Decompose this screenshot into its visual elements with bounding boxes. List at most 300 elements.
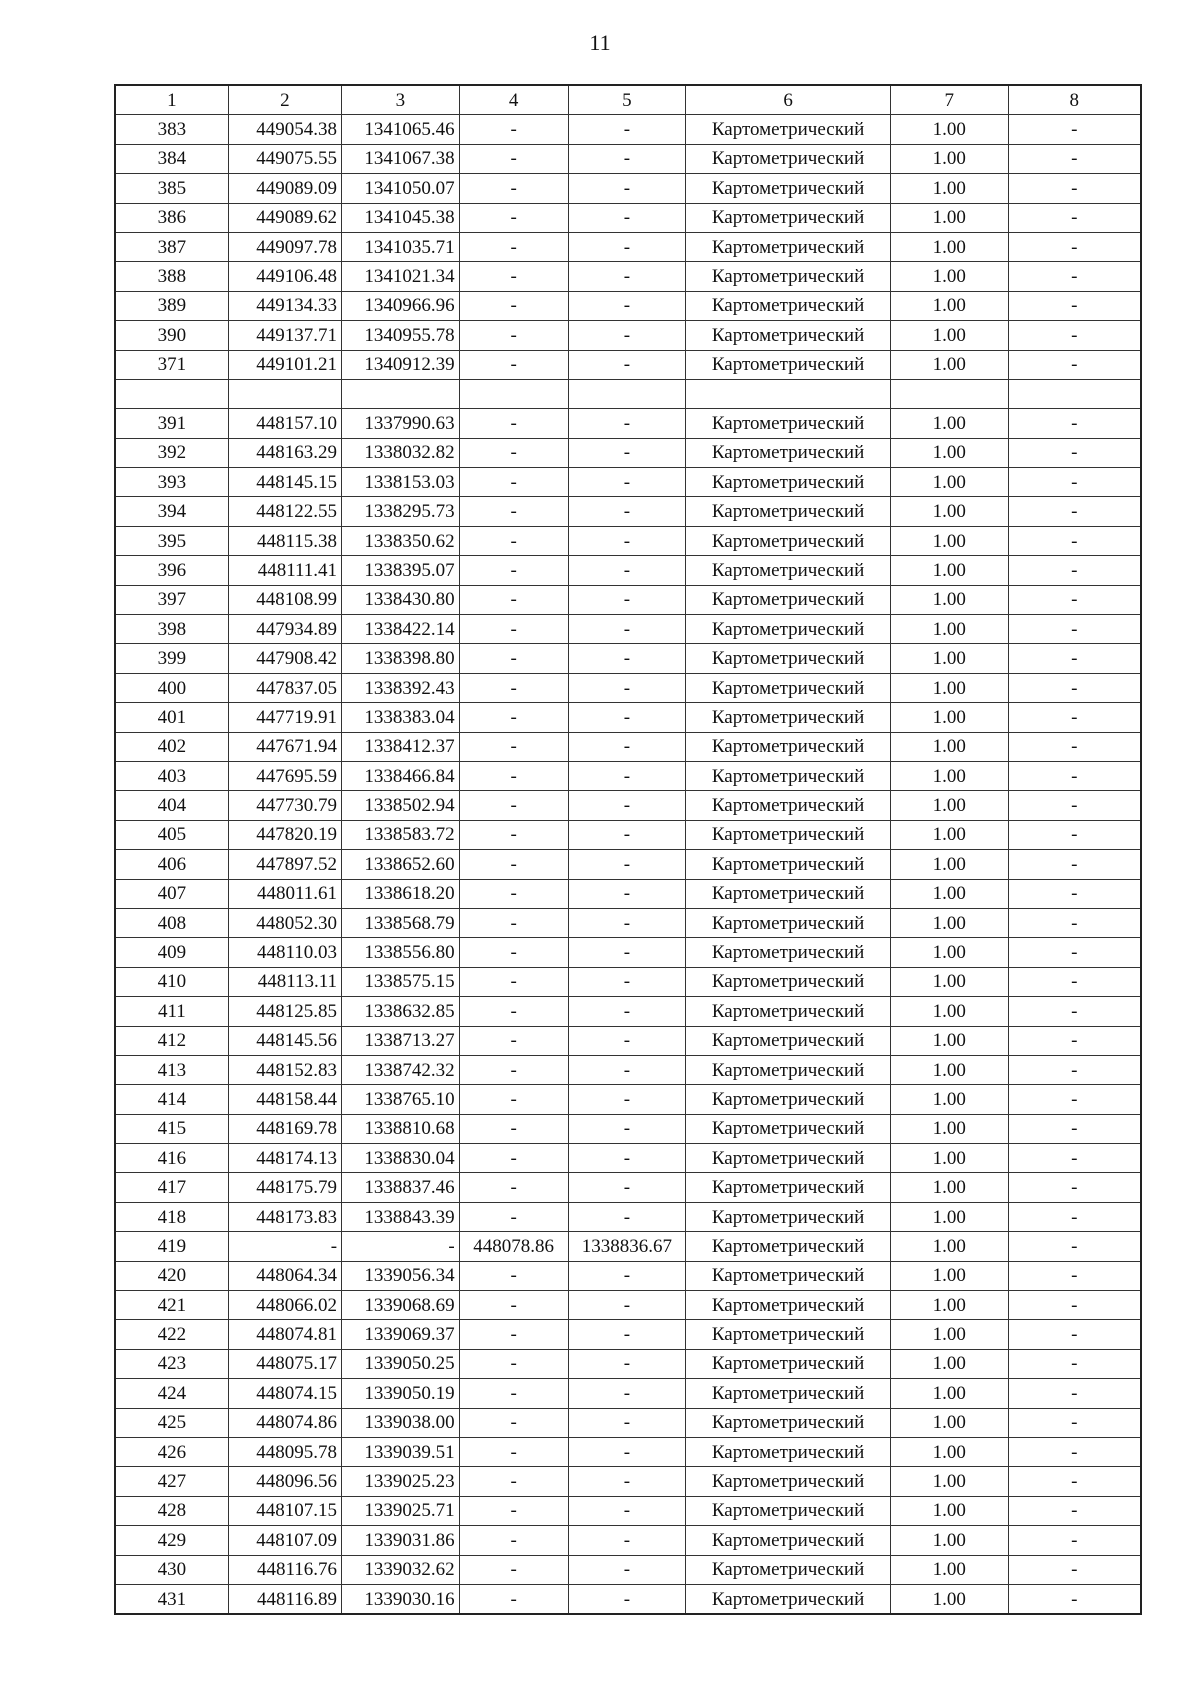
y-coord-alt-cell: -: [568, 350, 686, 379]
y-coord-cell: 1339069.37: [342, 1320, 460, 1349]
point-number-cell: 414: [115, 1085, 228, 1114]
description-cell: -: [1008, 644, 1141, 673]
x-coord-cell: 449097.78: [228, 232, 341, 261]
table-row: [115, 144, 1141, 173]
table-row: [115, 438, 1141, 467]
x-coord-alt-cell: -: [459, 615, 568, 644]
y-coord-cell: 1341065.46: [342, 115, 460, 144]
x-coord-alt-cell: -: [459, 1555, 568, 1584]
coordinates-table: [114, 84, 1142, 1615]
point-number-cell: 407: [115, 879, 228, 908]
x-coord-cell: 448066.02: [228, 1291, 341, 1320]
table-row: [115, 115, 1141, 144]
description-cell: -: [1008, 174, 1141, 203]
x-coord-cell: 448175.79: [228, 1173, 341, 1202]
column-header: 5: [568, 85, 686, 115]
y-coord-cell: 1339050.25: [342, 1349, 460, 1378]
accuracy-cell: 1.00: [890, 497, 1008, 526]
y-coord-cell: 1341035.71: [342, 232, 460, 261]
x-coord-alt-cell: -: [459, 497, 568, 526]
accuracy-cell: 1.00: [890, 438, 1008, 467]
description-cell: -: [1008, 1026, 1141, 1055]
y-coord-alt-cell: -: [568, 1202, 686, 1231]
x-coord-cell: 448075.17: [228, 1349, 341, 1378]
description-cell: -: [1008, 556, 1141, 585]
table-row: [115, 526, 1141, 555]
method-cell: Картометрический: [686, 1202, 891, 1231]
x-coord-alt-cell: -: [459, 997, 568, 1026]
point-number-cell: 411: [115, 997, 228, 1026]
table-row: [115, 585, 1141, 614]
method-cell: Картометрический: [686, 1320, 891, 1349]
page-number: 11: [589, 30, 611, 55]
description-cell: -: [1008, 203, 1141, 232]
method-cell: Картометрический: [686, 1114, 891, 1143]
description-cell: -: [1008, 1055, 1141, 1084]
table-row: [115, 1026, 1141, 1055]
x-coord-alt-cell: -: [459, 703, 568, 732]
x-coord-alt-cell: -: [459, 1085, 568, 1114]
y-coord-cell: 1338618.20: [342, 879, 460, 908]
method-cell: Картометрический: [686, 1261, 891, 1290]
description-cell: -: [1008, 967, 1141, 996]
point-number-cell: 421: [115, 1291, 228, 1320]
x-coord-cell: 447908.42: [228, 644, 341, 673]
point-number-cell: 429: [115, 1526, 228, 1555]
description-cell: -: [1008, 820, 1141, 849]
y-coord-cell: 1338430.80: [342, 585, 460, 614]
x-coord-cell: 448064.34: [228, 1261, 341, 1290]
description-cell: -: [1008, 997, 1141, 1026]
accuracy-cell: 1.00: [890, 1320, 1008, 1349]
method-cell: Картометрический: [686, 468, 891, 497]
table-row: [115, 350, 1141, 379]
accuracy-cell: 1.00: [890, 1202, 1008, 1231]
y-coord-alt-cell: -: [568, 291, 686, 320]
point-number-cell: 422: [115, 1320, 228, 1349]
method-cell: Картометрический: [686, 526, 891, 555]
x-coord-alt-cell: -: [459, 1144, 568, 1173]
x-coord-cell: 448173.83: [228, 1202, 341, 1231]
x-coord-cell: 448111.41: [228, 556, 341, 585]
table-row: [115, 761, 1141, 790]
description-cell: -: [1008, 761, 1141, 790]
accuracy-cell: 1.00: [890, 997, 1008, 1026]
x-coord-alt-cell: -: [459, 1379, 568, 1408]
accuracy-cell: 1.00: [890, 174, 1008, 203]
y-coord-alt-cell: -: [568, 1437, 686, 1466]
accuracy-cell: 1.00: [890, 350, 1008, 379]
column-header: 6: [686, 85, 891, 115]
y-coord-alt-cell: -: [568, 144, 686, 173]
point-number-cell: 389: [115, 291, 228, 320]
table-row: [115, 1584, 1141, 1614]
y-coord-cell: 1338830.04: [342, 1144, 460, 1173]
y-coord-cell: 1338422.14: [342, 615, 460, 644]
point-number-cell: 427: [115, 1467, 228, 1496]
x-coord-alt-cell: -: [459, 1291, 568, 1320]
y-coord-cell: 1338742.32: [342, 1055, 460, 1084]
accuracy-cell: 1.00: [890, 262, 1008, 291]
x-coord-cell: 448158.44: [228, 1085, 341, 1114]
x-coord-alt-cell: -: [459, 791, 568, 820]
accuracy-cell: 1.00: [890, 1467, 1008, 1496]
y-coord-alt-cell: -: [568, 673, 686, 702]
x-coord-alt-cell: -: [459, 1261, 568, 1290]
y-coord-alt-cell: -: [568, 1320, 686, 1349]
x-coord-alt-cell: -: [459, 203, 568, 232]
x-coord-alt-cell: -: [459, 350, 568, 379]
y-coord-alt-cell: -: [568, 938, 686, 967]
accuracy-cell: 1.00: [890, 1232, 1008, 1261]
table-row: [115, 1144, 1141, 1173]
y-coord-cell: 1338713.27: [342, 1026, 460, 1055]
method-cell: Картометрический: [686, 997, 891, 1026]
y-coord-alt-cell: -: [568, 1114, 686, 1143]
description-cell: -: [1008, 673, 1141, 702]
y-coord-alt-cell: -: [568, 1291, 686, 1320]
y-coord-cell: 1338652.60: [342, 850, 460, 879]
y-coord-alt-cell: -: [568, 321, 686, 350]
x-coord-alt-cell: -: [459, 850, 568, 879]
y-coord-cell: 1338556.80: [342, 938, 460, 967]
table-row: [115, 409, 1141, 438]
x-coord-cell: 448116.89: [228, 1584, 341, 1614]
table-row: [115, 1055, 1141, 1084]
method-cell: Картометрический: [686, 644, 891, 673]
description-cell: -: [1008, 1085, 1141, 1114]
x-coord-alt-cell: -: [459, 673, 568, 702]
y-coord-cell: 1338398.80: [342, 644, 460, 673]
method-cell: Картометрический: [686, 615, 891, 644]
x-coord-cell: 449089.62: [228, 203, 341, 232]
method-cell: Картометрический: [686, 761, 891, 790]
y-coord-cell: 1338583.72: [342, 820, 460, 849]
description-cell: -: [1008, 1291, 1141, 1320]
method-cell: Картометрический: [686, 144, 891, 173]
point-number-cell: 412: [115, 1026, 228, 1055]
x-coord-cell: 448107.15: [228, 1496, 341, 1525]
point-number-cell: 401: [115, 703, 228, 732]
x-coord-cell: 449137.71: [228, 321, 341, 350]
x-coord-alt-cell: -: [459, 115, 568, 144]
point-number-cell: 400: [115, 673, 228, 702]
table-row: [115, 820, 1141, 849]
y-coord-cell: 1338153.03: [342, 468, 460, 497]
y-coord-alt-cell: -: [568, 115, 686, 144]
accuracy-cell: 1.00: [890, 1055, 1008, 1084]
method-cell: Картометрический: [686, 1026, 891, 1055]
y-coord-cell: 1338837.46: [342, 1173, 460, 1202]
accuracy-cell: 1.00: [890, 115, 1008, 144]
table-row: [115, 232, 1141, 261]
table-row: [115, 1173, 1141, 1202]
method-cell: Картометрический: [686, 1349, 891, 1378]
y-coord-alt-cell: 1338836.67: [568, 1232, 686, 1261]
x-coord-alt-cell: -: [459, 1408, 568, 1437]
x-coord-alt-cell: -: [459, 1320, 568, 1349]
y-coord-alt-cell: -: [568, 761, 686, 790]
point-number-cell: 405: [115, 820, 228, 849]
accuracy-cell: 1.00: [890, 1085, 1008, 1114]
y-coord-alt-cell: -: [568, 526, 686, 555]
y-coord-alt-cell: -: [568, 820, 686, 849]
point-number-cell: 392: [115, 438, 228, 467]
x-coord-cell: 448113.11: [228, 967, 341, 996]
accuracy-cell: 1.00: [890, 1379, 1008, 1408]
y-coord-cell: 1339039.51: [342, 1437, 460, 1466]
x-coord-cell: 448145.15: [228, 468, 341, 497]
point-number-cell: 402: [115, 732, 228, 761]
description-cell: -: [1008, 938, 1141, 967]
description-cell: -: [1008, 732, 1141, 761]
method-cell: Картометрический: [686, 820, 891, 849]
y-coord-cell: 1341050.07: [342, 174, 460, 203]
x-coord-alt-cell: -: [459, 1026, 568, 1055]
y-coord-alt-cell: -: [568, 262, 686, 291]
description-cell: -: [1008, 1173, 1141, 1202]
table-row: [115, 791, 1141, 820]
point-number-cell: 423: [115, 1349, 228, 1378]
y-coord-alt-cell: -: [568, 967, 686, 996]
y-coord-cell: 1338032.82: [342, 438, 460, 467]
y-coord-alt-cell: -: [568, 1526, 686, 1555]
description-cell: -: [1008, 585, 1141, 614]
point-number-cell: 395: [115, 526, 228, 555]
description-cell: -: [1008, 1320, 1141, 1349]
y-coord-cell: 1338568.79: [342, 908, 460, 937]
y-coord-cell: 1341045.38: [342, 203, 460, 232]
x-coord-cell: 448052.30: [228, 908, 341, 937]
accuracy-cell: 1.00: [890, 761, 1008, 790]
y-coord-alt-cell: -: [568, 556, 686, 585]
column-header: 7: [890, 85, 1008, 115]
accuracy-cell: 1.00: [890, 1408, 1008, 1437]
y-coord-alt-cell: -: [568, 644, 686, 673]
accuracy-cell: 1.00: [890, 703, 1008, 732]
description-cell: -: [1008, 232, 1141, 261]
table-row: [115, 908, 1141, 937]
y-coord-cell: 1339038.00: [342, 1408, 460, 1437]
accuracy-cell: 1.00: [890, 1144, 1008, 1173]
x-coord-alt-cell: -: [459, 820, 568, 849]
point-number-cell: 409: [115, 938, 228, 967]
method-cell: Картометрический: [686, 703, 891, 732]
method-cell: Картометрический: [686, 1408, 891, 1437]
x-coord-cell: 447897.52: [228, 850, 341, 879]
description-cell: -: [1008, 1526, 1141, 1555]
y-coord-alt-cell: -: [568, 1408, 686, 1437]
method-cell: Картометрический: [686, 850, 891, 879]
method-cell: Картометрический: [686, 879, 891, 908]
method-cell: Картометрический: [686, 1584, 891, 1614]
method-cell: Картометрический: [686, 908, 891, 937]
y-coord-alt-cell: -: [568, 174, 686, 203]
accuracy-cell: 1.00: [890, 144, 1008, 173]
y-coord-alt-cell: -: [568, 1261, 686, 1290]
table-row: [115, 938, 1141, 967]
x-coord-cell: 447820.19: [228, 820, 341, 849]
x-coord-alt-cell: 448078.86: [459, 1232, 568, 1261]
table-row: [115, 644, 1141, 673]
table-row: [115, 291, 1141, 320]
y-coord-cell: 1338392.43: [342, 673, 460, 702]
y-coord-cell: 1339032.62: [342, 1555, 460, 1584]
y-coord-alt-cell: -: [568, 438, 686, 467]
x-coord-alt-cell: -: [459, 1202, 568, 1231]
description-cell: -: [1008, 438, 1141, 467]
description-cell: -: [1008, 703, 1141, 732]
x-coord-cell: 447719.91: [228, 703, 341, 732]
x-coord-cell: 448095.78: [228, 1437, 341, 1466]
accuracy-cell: 1.00: [890, 1349, 1008, 1378]
description-cell: -: [1008, 291, 1141, 320]
method-cell: [686, 379, 891, 408]
x-coord-cell: 447695.59: [228, 761, 341, 790]
y-coord-cell: -: [342, 1232, 460, 1261]
x-coord-alt-cell: -: [459, 908, 568, 937]
accuracy-cell: 1.00: [890, 820, 1008, 849]
y-coord-alt-cell: -: [568, 1055, 686, 1084]
point-number-cell: 396: [115, 556, 228, 585]
x-coord-alt-cell: -: [459, 468, 568, 497]
point-number-cell: 416: [115, 1144, 228, 1173]
description-cell: -: [1008, 350, 1141, 379]
y-coord-cell: 1339030.16: [342, 1584, 460, 1614]
x-coord-alt-cell: -: [459, 556, 568, 585]
y-coord-alt-cell: -: [568, 997, 686, 1026]
y-coord-cell: 1339025.71: [342, 1496, 460, 1525]
x-coord-cell: 449054.38: [228, 115, 341, 144]
method-cell: Картометрический: [686, 232, 891, 261]
accuracy-cell: 1.00: [890, 1555, 1008, 1584]
x-coord-alt-cell: -: [459, 174, 568, 203]
point-number-cell: 399: [115, 644, 228, 673]
table-row: [115, 997, 1141, 1026]
description-cell: [1008, 379, 1141, 408]
accuracy-cell: 1.00: [890, 615, 1008, 644]
table-row: [115, 1408, 1141, 1437]
point-number-cell: 406: [115, 850, 228, 879]
method-cell: Картометрический: [686, 967, 891, 996]
y-coord-cell: 1338395.07: [342, 556, 460, 585]
accuracy-cell: 1.00: [890, 321, 1008, 350]
y-coord-alt-cell: -: [568, 232, 686, 261]
method-cell: Картометрический: [686, 203, 891, 232]
y-coord-cell: 1340966.96: [342, 291, 460, 320]
method-cell: Картометрический: [686, 1291, 891, 1320]
y-coord-alt-cell: -: [568, 1349, 686, 1378]
point-number-cell: 384: [115, 144, 228, 173]
table-body: [115, 115, 1141, 1614]
y-coord-alt-cell: -: [568, 1144, 686, 1173]
x-coord-cell: 448074.81: [228, 1320, 341, 1349]
y-coord-alt-cell: -: [568, 615, 686, 644]
y-coord-alt-cell: -: [568, 409, 686, 438]
point-number-cell: 383: [115, 115, 228, 144]
description-cell: -: [1008, 1379, 1141, 1408]
description-cell: -: [1008, 409, 1141, 438]
accuracy-cell: 1.00: [890, 203, 1008, 232]
method-cell: Картометрический: [686, 438, 891, 467]
x-coord-alt-cell: -: [459, 144, 568, 173]
y-coord-cell: 1340955.78: [342, 321, 460, 350]
y-coord-cell: 1338295.73: [342, 497, 460, 526]
description-cell: -: [1008, 1467, 1141, 1496]
y-coord-alt-cell: -: [568, 585, 686, 614]
method-cell: Картометрический: [686, 1379, 891, 1408]
method-cell: Картометрический: [686, 1496, 891, 1525]
table-row: [115, 673, 1141, 702]
method-cell: Картометрический: [686, 321, 891, 350]
x-coord-cell: 448174.13: [228, 1144, 341, 1173]
x-coord-alt-cell: -: [459, 732, 568, 761]
method-cell: Картометрический: [686, 556, 891, 585]
table-row: [115, 615, 1141, 644]
accuracy-cell: 1.00: [890, 291, 1008, 320]
x-coord-cell: 447671.94: [228, 732, 341, 761]
accuracy-cell: 1.00: [890, 232, 1008, 261]
point-number-cell: 417: [115, 1173, 228, 1202]
x-coord-alt-cell: -: [459, 1467, 568, 1496]
x-coord-cell: 448122.55: [228, 497, 341, 526]
accuracy-cell: 1.00: [890, 1496, 1008, 1525]
accuracy-cell: 1.00: [890, 556, 1008, 585]
x-coord-cell: 448074.15: [228, 1379, 341, 1408]
method-cell: Картометрический: [686, 1144, 891, 1173]
y-coord-cell: 1339056.34: [342, 1261, 460, 1290]
y-coord-cell: 1340912.39: [342, 350, 460, 379]
table-row: [115, 850, 1141, 879]
x-coord-alt-cell: -: [459, 761, 568, 790]
table-row: [115, 967, 1141, 996]
accuracy-cell: 1.00: [890, 673, 1008, 702]
table-row: [115, 1437, 1141, 1466]
y-coord-cell: 1338466.84: [342, 761, 460, 790]
y-coord-alt-cell: -: [568, 908, 686, 937]
x-coord-cell: 449106.48: [228, 262, 341, 291]
x-coord-alt-cell: -: [459, 879, 568, 908]
point-number-cell: 428: [115, 1496, 228, 1525]
point-number-cell: 420: [115, 1261, 228, 1290]
point-number-cell: 371: [115, 350, 228, 379]
point-number-cell: 418: [115, 1202, 228, 1231]
y-coord-alt-cell: -: [568, 1173, 686, 1202]
x-coord-alt-cell: -: [459, 1526, 568, 1555]
description-cell: -: [1008, 262, 1141, 291]
table-row: [115, 703, 1141, 732]
point-number-cell: 404: [115, 791, 228, 820]
point-number-cell: 390: [115, 321, 228, 350]
description-cell: -: [1008, 1349, 1141, 1378]
point-number-cell: 430: [115, 1555, 228, 1584]
y-coord-cell: 1338632.85: [342, 997, 460, 1026]
x-coord-cell: 448107.09: [228, 1526, 341, 1555]
x-coord-cell: 448125.85: [228, 997, 341, 1026]
y-coord-alt-cell: -: [568, 1467, 686, 1496]
table-row: [115, 1555, 1141, 1584]
point-number-cell: 397: [115, 585, 228, 614]
accuracy-cell: 1.00: [890, 908, 1008, 937]
description-cell: -: [1008, 1232, 1141, 1261]
point-number-cell: 388: [115, 262, 228, 291]
x-coord-cell: 448108.99: [228, 585, 341, 614]
table-row: [115, 1232, 1141, 1261]
y-coord-alt-cell: -: [568, 1584, 686, 1614]
accuracy-cell: 1.00: [890, 938, 1008, 967]
method-cell: Картометрический: [686, 1526, 891, 1555]
point-number-cell: 415: [115, 1114, 228, 1143]
